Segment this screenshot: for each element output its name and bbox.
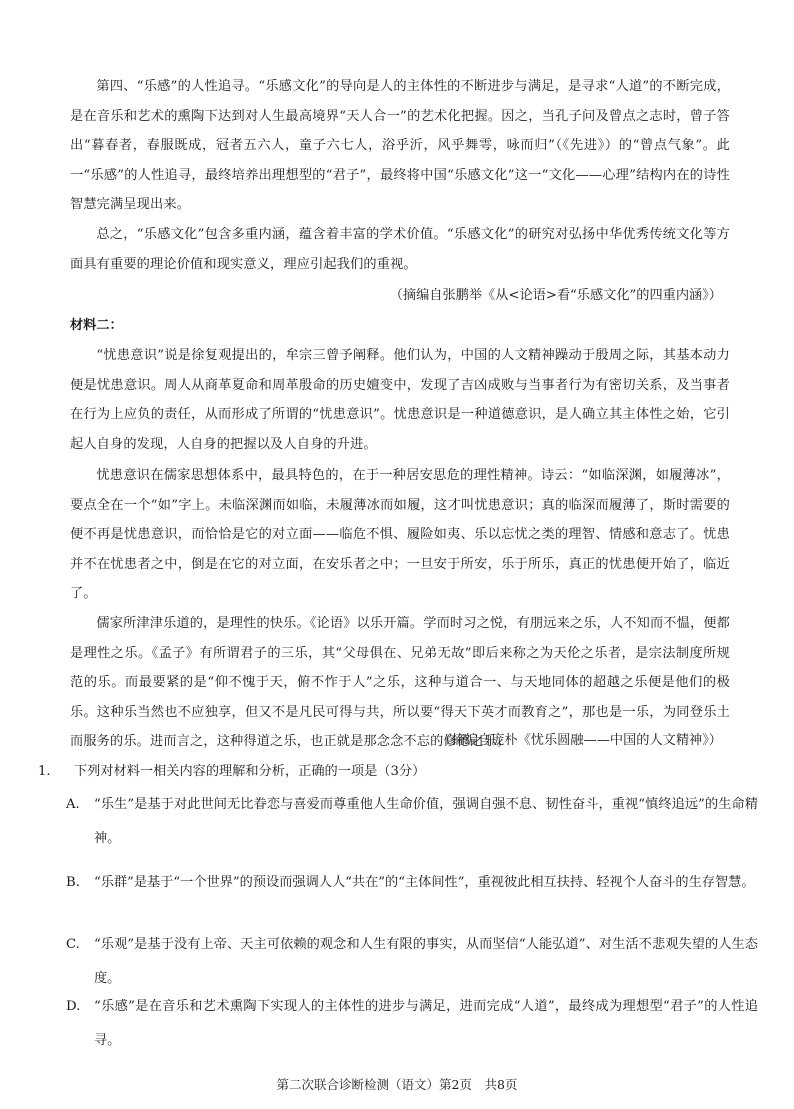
option-letter: D. [66,999,81,1014]
paragraph-fourth-point: 第四、“乐感”的人性追寻。“乐感文化”的导向是人的主体性的不断进步与满足，是寻求“人道”的不断完成，是在音乐和艺术的熏陶下达到对人生最高境界“天人合一”的艺术化把握。因之，当孔子问及曾点之志时，曾子答出“暮春者，春服既成，冠者五六人，童子六七人，浴乎沂，风乎舞雩，咏而归”（《先进》）的“曾点气象”。此一“乐感”的人性追寻，最终培养出理想型的“君子”，最终将中国“乐感文化”这一“文化——心理”结构内在的诗性智慧完满呈现出来。 [70,79,730,213]
question-number: 1. [38,764,51,779]
material-two-heading: 材料二： [70,318,123,333]
option-c [66,928,758,996]
option-a [66,788,758,856]
option-letter: A. [66,797,80,812]
option-text: “乐生”是基于对此世间无比眷恋与喜爱而尊重他人生命价值，强调自强不息、韧性奋斗，重视“慎终追远”的生命精神。 [94,797,758,846]
option-text: “乐观”是基于没有上帝、天主可依赖的观念和人生有限的事实，从而坚信“人能弘道”、对生活不悲观失望的人生态度。 [94,937,758,986]
source-citation-2: （摘编自庞朴《忧乐圆融——中国的人文精神》） [438,733,722,748]
option-b [66,866,758,900]
question-text: 下列对材料一相关内容的理解和分析，正确的一项是（3分） [74,764,426,779]
question-1-stem [38,757,730,786]
paragraph-anxiety-consciousness: “忧患意识”说是徐复观提出的，牟宗三曾予阐释。他们认为，中国的人文精神躁动于殷周之际，其基本动力便是忧患意识。周人从商革夏命和周革殷命的历史嬗变中，发现了吉凶成败与当事者行为有密切关系，及当事者在行为上应负的责任，从而形成了所谓的“忧患意识”。忧患意识是一种道德意识，是人确立其主体性之始，它引起人自身的发现，人自身的把握以及人自身的升进。 [70,348,730,452]
option-d [66,990,758,1058]
option-text: “乐群”是基于“一个世界”的预设而强调人人“共在”的“主体间性”，重视彼此相互扶持、轻视个人奋斗的生存智慧。 [94,875,755,890]
option-letter: C. [66,937,80,952]
paragraph-conclusion: 总之，“乐感文化”包含多重内涵，蕴含着丰富的学术价值。“乐感文化”的研究对弘扬中华优秀传统文化等方面具有重要的理论价值和现实意义，理应引起我们的重视。 [70,227,730,272]
paragraph-rational-joy: 儒家所津津乐道的，是理性的快乐。《论语》以乐开篇。学而时习之悦，有朋远来之乐，人不知而不愠，便都是理性之乐。《孟子》有所谓君子的三乐，其“父母俱在、兄弟无故”即后来称之为天伦之乐者，是宗法制度所规范的乐。而最要紧的是“仰不愧于天，俯不怍于人”之乐，这种与道合一、与天地同体的超越之乐便是他们的极乐。这种乐当然也不应独享，但又不是凡民可得与共，所以要“得天下英才而教育之”，那也是一乐，为同登乐土而服务的乐。进而言之，这种得道之乐，也正就是那念念不忘的修德之乐。 [70,616,730,750]
page-footer: 第二次联合诊断检测（语文）第2页 共8页 [276,1077,518,1092]
option-letter: B. [66,875,80,890]
option-text: “乐感”是在音乐和艺术熏陶下实现人的主体性的进步与满足，进而完成“人道”，最终成为理想型“君子”的人性追寻。 [94,999,758,1048]
paragraph-rational-spirit: 忧患意识在儒家思想体系中，最具特色的，在于一种居安思危的理性精神。诗云：“如临深渊，如履薄冰”，要点全在一个“如”字上。未临深渊而如临，未履薄冰而如履，这才叫忧患意识；真的临深而履薄了，斯时需要的便不再是忧患意识，而恰恰是它的对立面——临危不惧、履险如夷、乐以忘忧之类的理智、情感和意志了。忧患并不在忧患者之中，倒是在它的对立面，在安乐者之中；一旦安于所安，乐于所乐，真正的忧患便开始了，临近了。 [70,468,730,602]
source-citation-1: （摘编自张鹏举《从<论语>看“乐感文化”的四重内涵》） [389,288,722,303]
